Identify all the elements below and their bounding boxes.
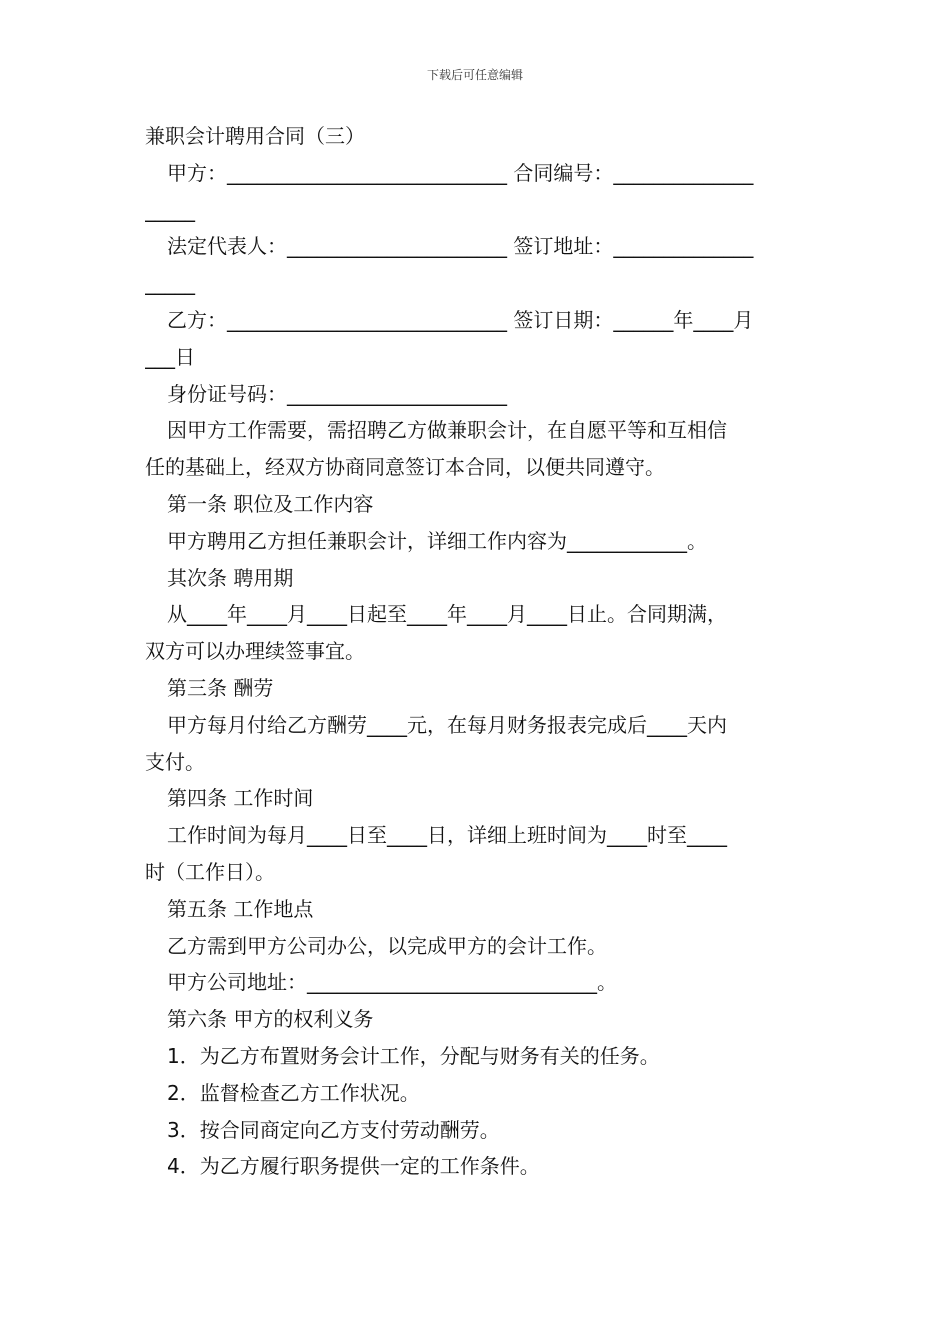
article-4-body-line-2: 时（工作日）。 bbox=[145, 859, 275, 884]
legal-representative-line: 法定代表人：______________________ 签订地址：______________ bbox=[167, 234, 754, 259]
article-4-heading: 第四条 工作时间 bbox=[167, 786, 314, 811]
document-body bbox=[145, 118, 810, 1185]
article-4-body-line-1: 工作时间为每月____日至____日，详细上班时间为____时至____ bbox=[167, 823, 727, 848]
article-2-body-line-2: 双方可以办理续签事宜。 bbox=[145, 639, 365, 664]
party-b-line: 乙方：____________________________ 签订日期：______年____月 bbox=[167, 307, 754, 332]
article-5-body-line-1: 乙方需到甲方公司办公，以完成甲方的会计工作。 bbox=[167, 933, 607, 958]
signing-address-continuation: _____ bbox=[145, 271, 195, 296]
article-6-item-3: 3．按合同商定向乙方支付劳动酬劳。 bbox=[167, 1117, 500, 1142]
article-6-item-4: 4．为乙方履行职务提供一定的工作条件。 bbox=[167, 1154, 540, 1179]
article-3-heading: 第三条 酬劳 bbox=[167, 675, 274, 700]
article-6-item-2: 2．监督检查乙方工作状况。 bbox=[167, 1080, 420, 1105]
article-3-body-line-2: 支付。 bbox=[145, 749, 205, 774]
preamble-line-1: 因甲方工作需要，需招聘乙方做兼职会计，在自愿平等和互相信 bbox=[167, 418, 727, 443]
article-1-heading: 第一条 职位及工作内容 bbox=[167, 491, 374, 516]
preamble-line-2: 任的基础上，经双方协商同意签订本合同，以便共同遵守。 bbox=[145, 455, 665, 480]
document-title: 兼职会计聘用合同（三） bbox=[145, 124, 365, 148]
page-header: 下载后可任意编辑 bbox=[426, 68, 523, 82]
article-5-heading: 第五条 工作地点 bbox=[167, 896, 314, 921]
article-2-body-line-1: 从____年____月____日起至____年____月____日止。合同期满， bbox=[167, 602, 727, 627]
id-number-line: 身份证号码：______________________ bbox=[167, 381, 507, 406]
contract-number-continuation: _____ bbox=[145, 197, 195, 222]
signing-date-continuation: ___日 bbox=[145, 344, 195, 369]
party-a-line: 甲方：____________________________ 合同编号：______________ bbox=[167, 160, 754, 185]
article-1-body: 甲方聘用乙方担任兼职会计，详细工作内容为____________。 bbox=[167, 528, 707, 553]
article-3-body-line-1: 甲方每月付给乙方酬劳____元，在每月财务报表完成后____天内 bbox=[167, 712, 727, 737]
article-5-company-address: 甲方公司地址：_____________________________。 bbox=[167, 970, 617, 995]
article-6-heading: 第六条 甲方的权利义务 bbox=[167, 1007, 374, 1032]
article-6-item-1: 1．为乙方布置财务会计工作，分配与财务有关的任务。 bbox=[167, 1043, 660, 1068]
article-2-heading: 其次条 聘用期 bbox=[167, 565, 294, 590]
